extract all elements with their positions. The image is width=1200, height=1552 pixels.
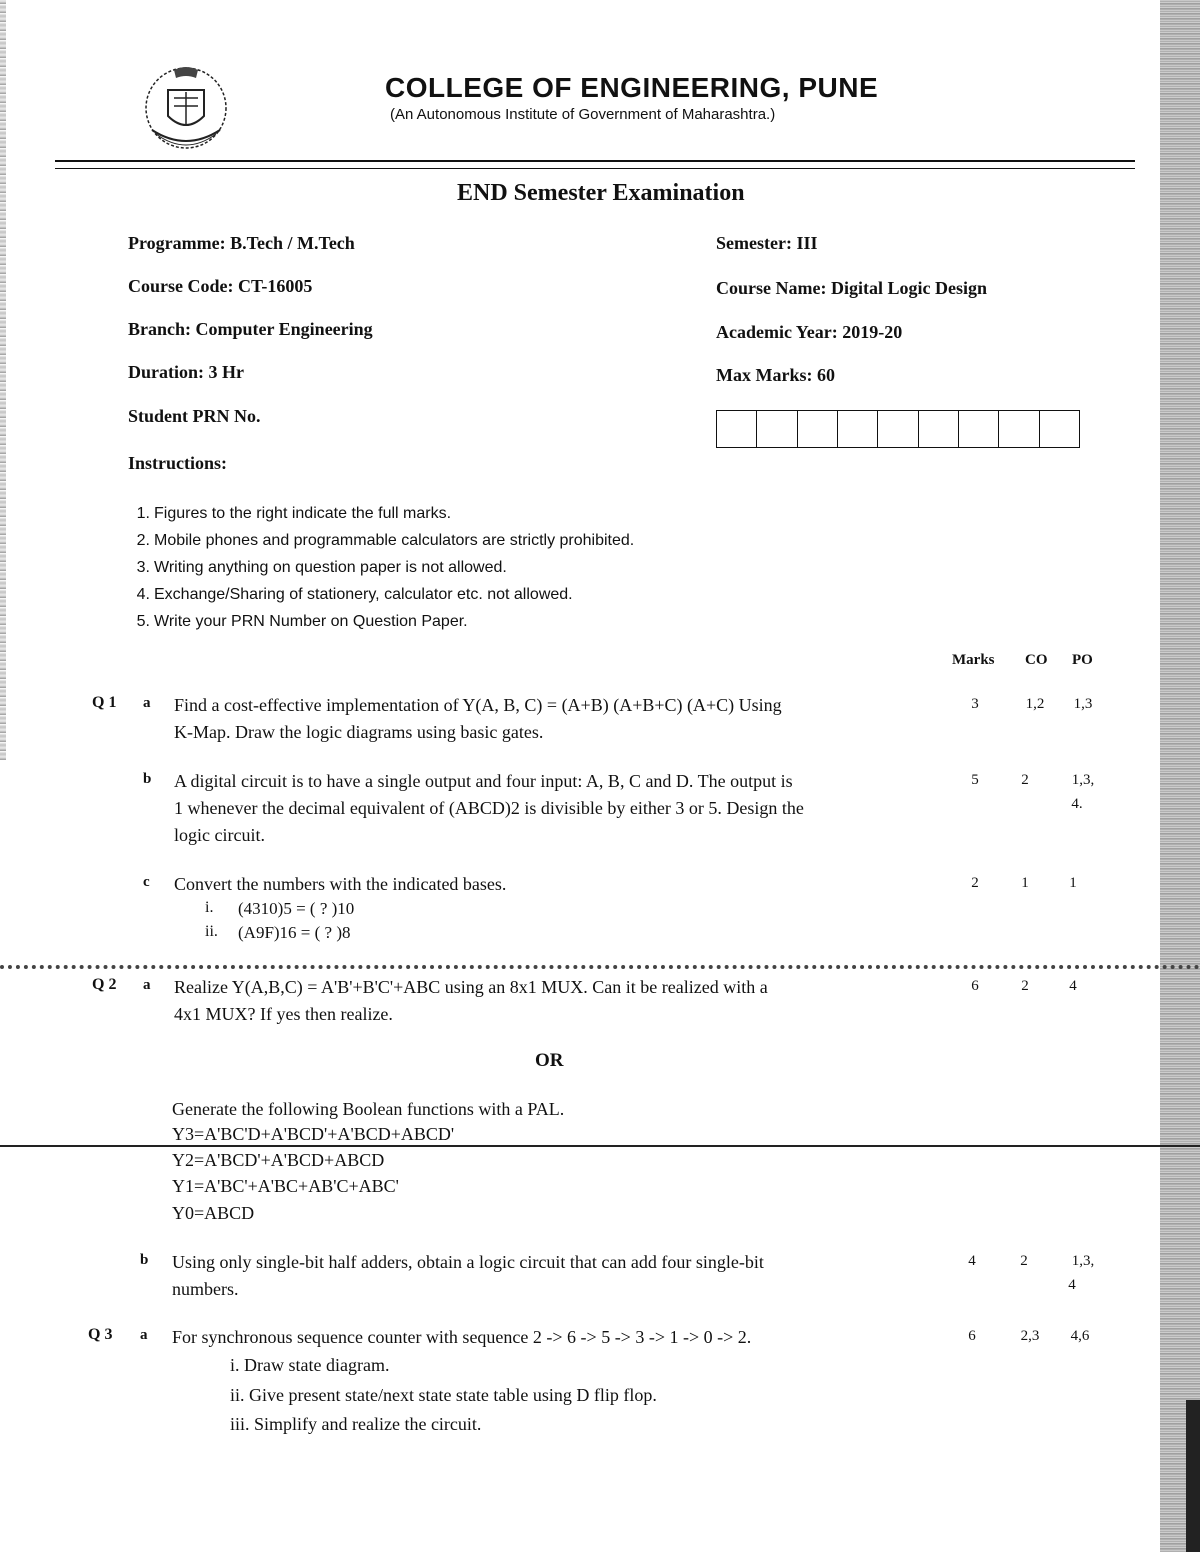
question-number: Q 1	[92, 694, 117, 711]
header-rule-bottom	[55, 168, 1135, 169]
po-value: 4	[1069, 978, 1077, 994]
part-label: b	[143, 771, 152, 787]
subquestion-text: ii. Give present state/next state state table using D flip flop.	[230, 1385, 657, 1405]
scan-divider	[0, 965, 1200, 969]
list-item: 5. Write your PRN Number on Question Paper.	[136, 613, 468, 630]
marks-value: 5	[971, 772, 979, 788]
co-value: 2	[1021, 772, 1029, 788]
prn-cell[interactable]	[999, 411, 1039, 447]
question-text: Convert the numbers with the indicated bases.	[174, 874, 507, 894]
subquestion-text: iii. Simplify and realize the circuit.	[230, 1414, 482, 1434]
institution-name: COLLEGE OF ENGINEERING, PUNE	[385, 72, 879, 103]
max-marks: Max Marks: 60	[716, 365, 835, 385]
prn-entry-boxes[interactable]	[716, 410, 1080, 448]
part-label: a	[143, 695, 151, 711]
question-text: For synchronous sequence counter with sequence 2 -> 6 -> 5 -> 3 -> 1 -> 0 -> 2.	[172, 1327, 752, 1347]
or-divider: OR	[535, 1050, 564, 1071]
po-value: 4	[1068, 1277, 1076, 1293]
po-value: 4,6	[1070, 1328, 1090, 1344]
po-value: 1,3,	[1071, 1253, 1095, 1269]
scan-edge-left	[0, 0, 6, 760]
po-value: 1,3,	[1071, 772, 1095, 788]
prn-label: Student PRN No.	[128, 406, 261, 426]
column-marks: Marks	[952, 652, 995, 668]
prn-cell[interactable]	[959, 411, 999, 447]
subquestion-text: i. Draw state diagram.	[230, 1355, 390, 1375]
marks-value: 3	[971, 696, 979, 712]
prn-cell[interactable]	[919, 411, 959, 447]
prn-cell[interactable]	[878, 411, 918, 447]
list-item: 1. Figures to the right indicate the full marks.	[136, 505, 452, 522]
list-item: 4. Exchange/Sharing of stationery, calculator etc. not allowed.	[136, 586, 573, 603]
po-value: 4.	[1071, 796, 1083, 812]
scan-edge-right	[1160, 0, 1200, 1552]
academic-year: Academic Year: 2019-20	[716, 322, 903, 342]
question-number: Q 3	[88, 1326, 113, 1343]
list-item: 2. Mobile phones and programmable calculators are strictly prohibited.	[136, 532, 635, 549]
marks-value: 6	[968, 1328, 976, 1344]
question-text: A digital circuit is to have a single output and four input: A, B, C and D. The output is 1 whenever the decimal equivalent of (ABCD)2 is divisible by either 3 or 5. Design the logic circuit.	[174, 771, 804, 845]
instructions-list	[128, 500, 634, 635]
equation: Y1=A'BC'+A'BC+AB'C+ABC'	[172, 1176, 399, 1196]
subquestion-number: ii.	[205, 923, 218, 940]
co-value: 1	[1021, 875, 1029, 891]
equation: Y3=A'BC'D+A'BCD'+A'BCD+ABCD'	[172, 1124, 455, 1144]
subquestion-text: (4310)5 = ( ? )10	[238, 899, 355, 918]
question-text: Find a cost-effective implementation of Y(A, B, C) = (A+B) (A+B+C) (A+C) Using K-Map. Draw the logic diagrams using basic gates.	[174, 695, 782, 742]
co-value: 2	[1020, 1253, 1028, 1269]
list-item: 3. Writing anything on question paper is not allowed.	[136, 559, 507, 576]
exam-title: END Semester Examination	[457, 180, 745, 206]
prn-cell[interactable]	[838, 411, 878, 447]
branch: Branch: Computer Engineering	[128, 319, 373, 339]
co-value: 2	[1021, 978, 1029, 994]
instructions-heading: Instructions:	[128, 453, 228, 473]
column-co: CO	[1025, 652, 1048, 668]
equation: Y0=ABCD	[172, 1203, 255, 1223]
question-text: Generate the following Boolean functions with a PAL.	[172, 1099, 565, 1119]
part-label: c	[143, 874, 150, 890]
semester: Semester: III	[716, 233, 818, 253]
equation: Y2=A'BCD'+A'BCD+ABCD	[172, 1150, 385, 1170]
prn-cell[interactable]	[798, 411, 838, 447]
question-text: Using only single-bit half adders, obtain a logic circuit that can add four single-bit numbers.	[172, 1252, 764, 1299]
co-value: 1,2	[1025, 696, 1045, 712]
scan-edge-shadow	[1186, 1400, 1200, 1552]
po-value: 1,3	[1073, 696, 1093, 712]
prn-cell[interactable]	[1040, 411, 1079, 447]
college-logo-icon	[138, 60, 234, 156]
column-po: PO	[1072, 652, 1093, 668]
programme: Programme: B.Tech / M.Tech	[128, 233, 355, 253]
marks-value: 2	[971, 875, 979, 891]
subquestion-text: (A9F)16 = ( ? )8	[238, 923, 351, 942]
duration: Duration: 3 Hr	[128, 362, 244, 382]
part-label: b	[140, 1252, 149, 1268]
marks-value: 4	[968, 1253, 976, 1269]
prn-cell[interactable]	[757, 411, 797, 447]
question-number: Q 2	[92, 976, 117, 993]
header-rule-top	[55, 160, 1135, 162]
subquestion-number: i.	[205, 899, 214, 916]
prn-cell[interactable]	[717, 411, 757, 447]
course-code: Course Code: CT-16005	[128, 276, 313, 296]
co-value: 2,3	[1020, 1328, 1040, 1344]
po-value: 1	[1069, 875, 1077, 891]
question-text: Realize Y(A,B,C) = A'B'+B'C'+ABC using an 8x1 MUX. Can it be realized with a 4x1 MUX? If yes then realize.	[174, 977, 768, 1024]
marks-value: 6	[971, 978, 979, 994]
part-label: a	[143, 977, 151, 993]
institution-subtitle: (An Autonomous Institute of Government of Maharashtra.)	[390, 106, 776, 123]
part-label: a	[140, 1327, 148, 1343]
course-name: Course Name: Digital Logic Design	[716, 278, 987, 298]
